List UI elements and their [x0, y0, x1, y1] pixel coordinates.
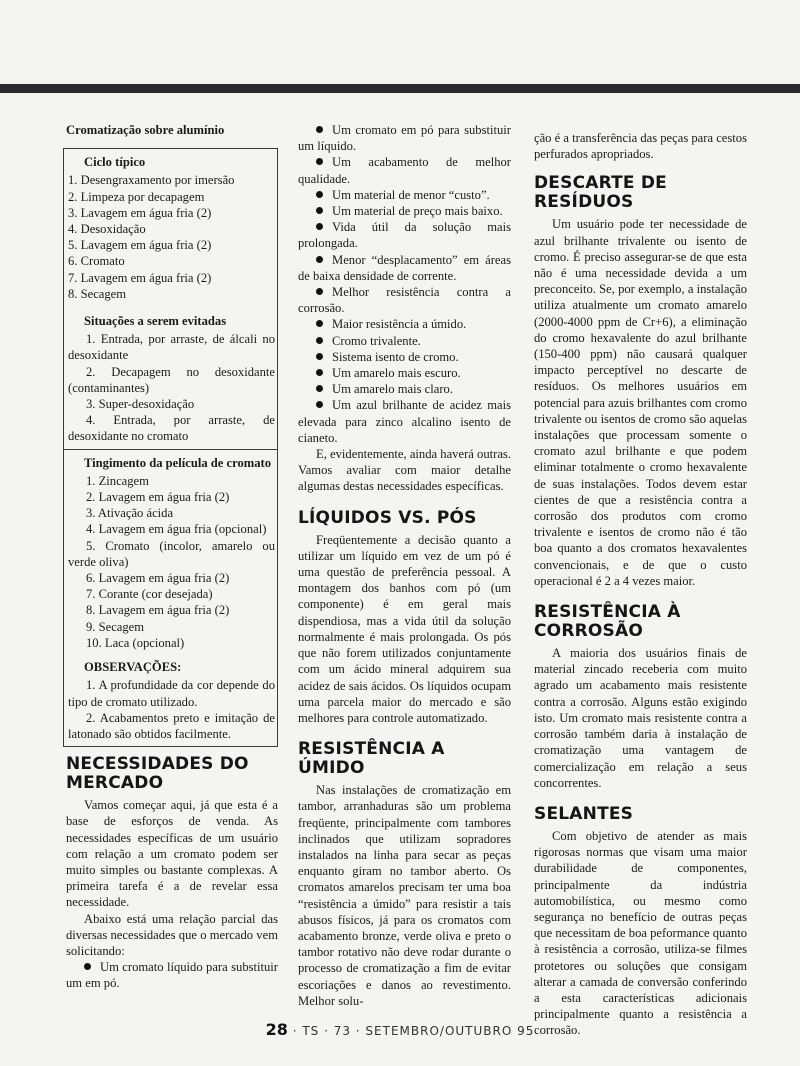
- list-item: 9. Secagem: [86, 619, 145, 634]
- bullet-text: Um azul brilhante de acidez mais elevada para zinco alcalino isento de cianeto.: [298, 398, 511, 445]
- heading-liquidos: LÍQUIDOS VS. PÓS: [298, 507, 477, 528]
- list-item: 1. A profundidade da cor depende do tipo de cromato utilizado.: [68, 678, 275, 709]
- bullet-icon: [316, 126, 323, 133]
- bullet-icon: [316, 401, 323, 408]
- bullet-text: Um acabamento de melhor qualidade.: [298, 155, 511, 186]
- bullet-icon: [316, 191, 323, 198]
- bullet-text: Um cromato líquido para substituir um em pó.: [66, 960, 278, 991]
- bullet-text: Vida útil da solução mais prolongada.: [298, 220, 511, 251]
- bullet-icon: [316, 288, 323, 295]
- list-item: 7. Lavagem em água fria (2): [68, 270, 212, 285]
- list-item: 4. Entrada, por arraste, de desoxidante no cromato: [68, 413, 275, 444]
- paragraph: Com objetivo de atender as mais rigorosas normas que visam uma maior durabilidade de componentes, principalmente da indústria automobilística, ou mesmo como segurança no benefício de outras peças que necessitam de boa peformance quanto à resistência a corrosão, utiliza-se filmes protetores ou soluções que consigam alterar a camada de conversão conferindo a esta características adicionais principalmente quanto a resistência a corrosão.: [534, 828, 747, 1038]
- paragraph: Nas instalações de cromatização em tambor, arranhaduras são um problema freqüente, principalmente com tambores inclinados que utilizam sopradores instalados na linha para secar as peças enquanto giram no tambor aberto. Os cromatos amarelos precisam ter uma boa “resistência a úmido” para resistir a tais abusos físicos, já para os cromatos com acabamento bronze, verde oliva e preto o tambor rotativo não deve rodar durante o processo de cromatização a fim de evitar escoriações e danos ao revestimento. Melhor solu-: [298, 783, 511, 1008]
- bullet-text: Um amarelo mais escuro.: [332, 366, 461, 381]
- bullet-icon: [316, 353, 323, 360]
- obs-list: [68, 677, 275, 742]
- bullet-item: [298, 397, 511, 446]
- list-item: 7. Corante (cor desejada): [86, 587, 213, 602]
- footer-issue: · TS · 73 · SETEMBRO/OUTUBRO 95: [292, 1024, 535, 1038]
- bullet-item: [298, 381, 511, 397]
- cycle-list: [68, 172, 275, 302]
- heading-umido: RESISTÊNCIA A ÚMIDO: [298, 739, 445, 779]
- bullet-item: [298, 316, 511, 332]
- bullet-icon: [316, 223, 323, 230]
- paragraph: Vamos começar aqui, já que esta é a base de esforços de venda. As necessidades específicas de um usuário com relação a um cromato podem ser muito simples ou bastante complexas. A primeira tarefa é a de revelar essa necessidade.: [66, 798, 278, 910]
- list-item: 6. Cromato: [68, 254, 125, 269]
- bullet-text: Um amarelo mais claro.: [332, 382, 453, 397]
- bullet-icon: [316, 337, 323, 344]
- list-item: 1. Desengraxamento por imersão: [68, 173, 235, 188]
- list-item: 2. Limpeza por decapagem: [68, 189, 205, 204]
- page-footer: [0, 1020, 800, 1039]
- process-box-aluminum: [63, 148, 278, 449]
- bullet-icon: [316, 369, 323, 376]
- avoid-list: [68, 331, 275, 444]
- bullet-icon: [316, 385, 323, 392]
- bullet-item: [298, 187, 511, 203]
- section-subheading: Cromatização sobre alumínio: [66, 123, 225, 137]
- box-title-tingimento: Tingimento da película de cromato: [84, 455, 272, 470]
- box-title-ciclo: Ciclo típico: [84, 155, 146, 170]
- list-item: 3. Ativação ácida: [86, 506, 174, 521]
- bullet-text: Menor “desplacamento” em áreas de baixa densidade de corrente.: [298, 252, 511, 283]
- paragraph: Freqüentemente a decisão quanto a utilizar um líquido em vez de um pó é uma questão de preferência pessoal. A montagem dos banhos com pó (um componente) é em geral mais dispendiosa, mas a vida útil da solução normalmente é mais prolongada. Os pós que não forem utilizados conjuntamente com um ácido mineral adquirem sua acidez de sais ácidos. Os líquidos ocupam uma parcela maior do mercado e são melhores para controle automatizado.: [298, 532, 511, 725]
- list-item: 8. Secagem: [68, 286, 127, 301]
- column-2: [298, 122, 511, 1009]
- bullet-item: [298, 122, 511, 154]
- process-box-tingimento: [63, 450, 278, 747]
- box-title-situacoes: Situações a serem evitadas: [84, 314, 227, 329]
- bullet-text: Cromo trivalente.: [332, 333, 421, 348]
- bullet-icon: [84, 963, 91, 970]
- bullet-item: [298, 284, 511, 316]
- list-item: 2. Decapagem no desoxidante (contaminantes): [68, 364, 275, 395]
- bullet-item: [298, 349, 511, 365]
- list-item: 4. Lavagem em água fria (opcional): [86, 522, 267, 537]
- bullet-item: [298, 333, 511, 349]
- bullet-text: Sistema isento de cromo.: [332, 349, 459, 364]
- bullet-item: [298, 219, 511, 251]
- paragraph: Um usuário pode ter necessidade de azul brilhante trivalente ou isento de cromo. É preciso assegurar-se de que esta não é uma necessidade devida a um preconceito. Se, por exemplo, a instalação utiliza atualmente um cromato amarelo (2000-4000 ppm de Cr+6), a eliminação do cromo hexavalente do azul brilhante (150-400 ppm) não causará qualquer impacto perceptível no descarte de resíduos. Os melhores usuários em potencial para azuis brilhantes com cromo trivalente ou isentos de cromo são aquelas instalações que processam somente o cromato azul brilhante e que podem eliminar totalmente o cromo hexavalente de suas instalações. Todos devem estar cientes de que a resistência contra a corrosão dos produtos com cromo trivalente e isentos de cromo não é tão boa quanto a dos cromatos hexavalentes convencionais, e de que o custo operacional é 2 a 4 vezes maior.: [534, 217, 747, 588]
- heading-corrosao: RESISTÊNCIA À CORROSÃO: [534, 602, 681, 642]
- list-item: 1. Entrada, por arraste, de álcali no desoxidante: [68, 332, 275, 363]
- bullet-text: Um cromato em pó para substituir um líquido.: [298, 123, 511, 154]
- list-item: 2. Acabamentos preto e imitação de latonado são obtidos facilmente.: [68, 710, 275, 741]
- bullet-icon: [316, 320, 323, 327]
- paragraph: ção é a transferência das peças para cestos perfurados apropriados.: [534, 131, 747, 162]
- list-item: 5. Cromato (incolor, amarelo ou verde oliva): [68, 538, 275, 569]
- bullet-icon: [316, 207, 323, 214]
- top-rule: [0, 84, 800, 93]
- bullet-item: [298, 203, 511, 219]
- bullet-text: Maior resistência a úmido.: [332, 317, 467, 332]
- bullet-text: Melhor resistência contra a corrosão.: [298, 285, 511, 316]
- paragraph: A maioria dos usuários finais de material zincado receberia com muito agrado um acabamento mais resistente contra a corrosão. Alguns estão exigindo isto. Um cromato mais resistente contra a corrosão também daria à instalação de cromatização uma vantagem de comercialização em relação a seus concorrentes.: [534, 646, 747, 790]
- list-item: 1. Zincagem: [86, 473, 149, 488]
- tint-list: [68, 473, 275, 651]
- bullet-item: [298, 154, 511, 186]
- bullet-text: Um material de menor “custo”.: [332, 187, 490, 202]
- list-item: 8. Lavagem em água fria (2): [86, 603, 230, 618]
- list-item: 3. Super-desoxidação: [86, 397, 195, 412]
- list-item: 10. Laca (opcional): [86, 635, 185, 650]
- bullet-item: [298, 252, 511, 284]
- column-1: [66, 122, 278, 992]
- heading-necessidades: NECESSIDADES DO MERCADO: [66, 754, 249, 794]
- bullet-icon: [316, 256, 323, 263]
- paragraph: Abaixo está uma relação parcial das diversas necessidades que o mercado vem solicitando:: [66, 911, 278, 958]
- list-item: 2. Lavagem em água fria (2): [86, 490, 230, 505]
- list-item: 4. Desoxidação: [68, 222, 146, 237]
- heading-selantes: SELANTES: [534, 803, 634, 824]
- paragraph: E, evidentemente, ainda haverá outras. Vamos avaliar com maior detalhe algumas destas necessidades específicas.: [298, 447, 511, 494]
- bullet-item: [66, 959, 278, 991]
- page-number: 28: [265, 1020, 288, 1039]
- bullet-item: [298, 365, 511, 381]
- bullet-icon: [316, 158, 323, 165]
- bullet-text: Um material de preço mais baixo.: [332, 204, 503, 219]
- list-item: 3. Lavagem em água fria (2): [68, 205, 212, 220]
- list-item: 5. Lavagem em água fria (2): [68, 238, 212, 253]
- box-title-observacoes: OBSERVAÇÕES:: [84, 660, 182, 675]
- heading-descarte: DESCARTE DE RESÍDUOS: [534, 173, 667, 213]
- list-item: 6. Lavagem em água fria (2): [86, 571, 230, 586]
- column-3: [534, 130, 747, 1039]
